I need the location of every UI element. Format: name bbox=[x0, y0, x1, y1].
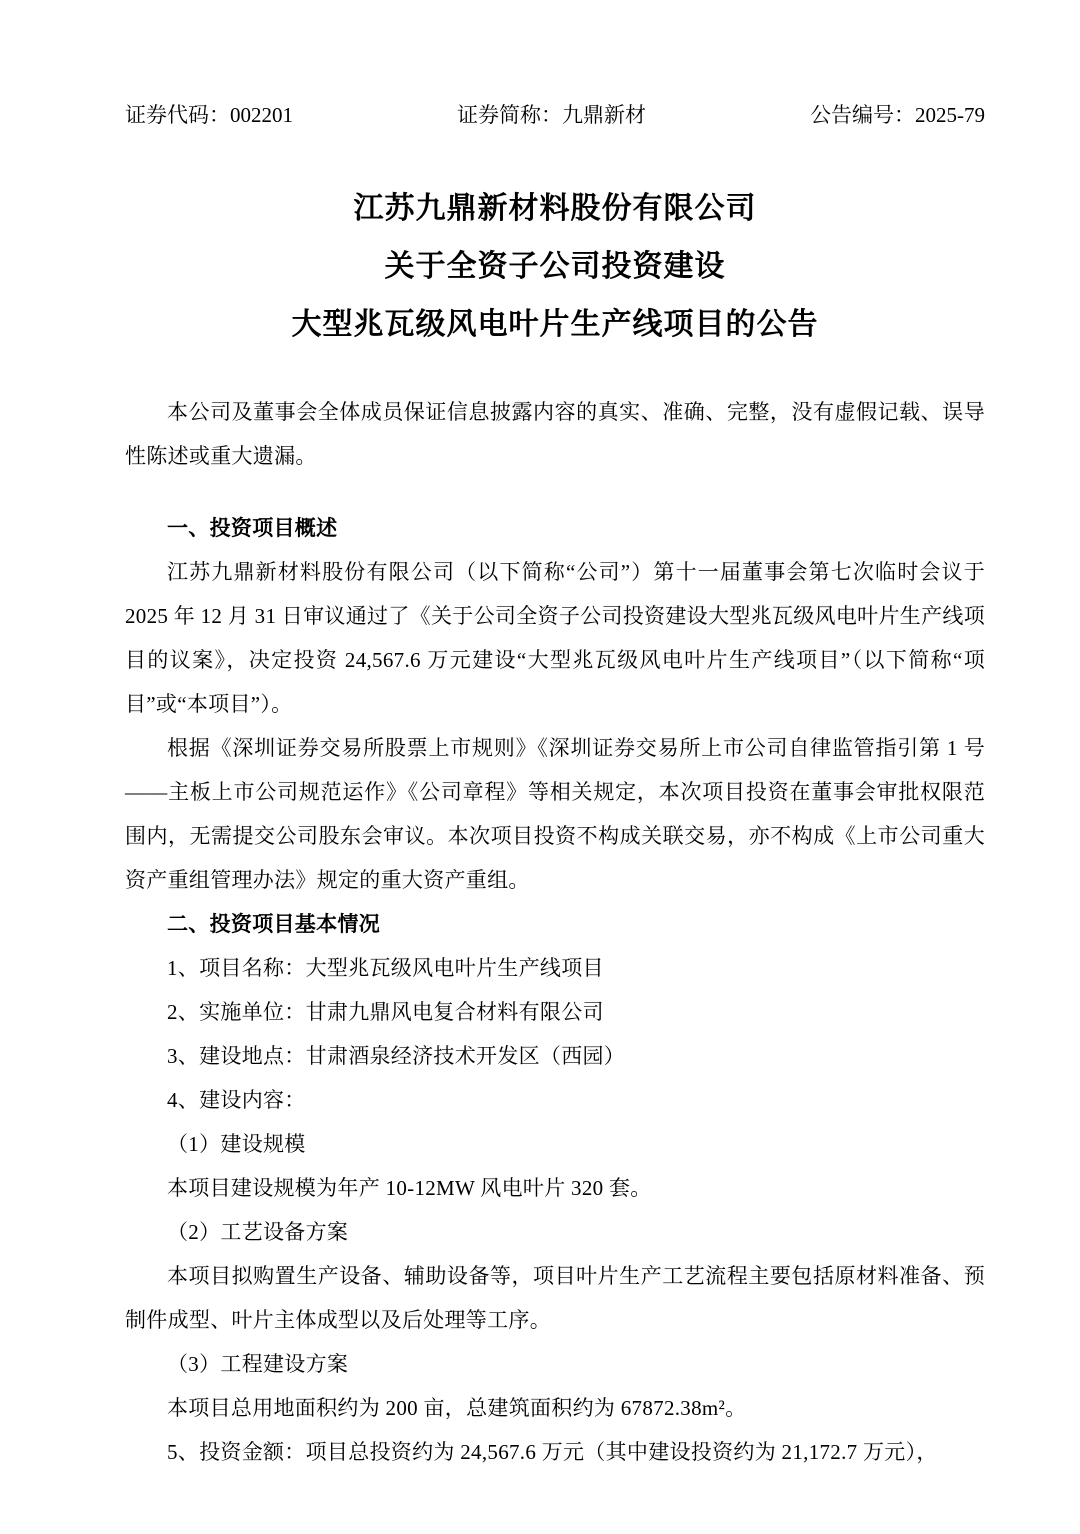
title-line-company: 江苏九鼎新材料股份有限公司 bbox=[353, 192, 757, 225]
document-header bbox=[125, 100, 985, 130]
paragraph-scale-detail: 本项目建设规模为年产 10-12MW 风电叶片 320 套。 bbox=[167, 1176, 652, 1200]
stock-abbreviation: 证券简称：九鼎新材 bbox=[457, 103, 646, 127]
stock-code: 证券代码：002201 bbox=[125, 103, 293, 127]
disclaimer-paragraph: 本公司及董事会全体成员保证信息披露内容的真实、准确、完整，没有虚假记载、误导性陈述或重大遗漏。 bbox=[125, 400, 985, 468]
item-project-name: 1、项目名称：大型兆瓦级风电叶片生产线项目 bbox=[167, 956, 604, 980]
paragraph-investment-amount: 5、投资金额：项目总投资约为 24,567.6 万元（其中建设投资约为 21,172.7 万元）， bbox=[167, 1440, 938, 1464]
section-heading-overview: 一、投资项目概述 bbox=[167, 516, 338, 540]
paragraph-engineering-detail: 本项目总用地面积约为 200 亩，总建筑面积约为 67872.38m²。 bbox=[167, 1396, 747, 1420]
item-construction-site: 3、建设地点：甘肃酒泉经济技术开发区（西园） bbox=[167, 1044, 626, 1068]
document-title bbox=[125, 180, 985, 354]
paragraph-board-approval: 江苏九鼎新材料股份有限公司（以下简称“公司”）第十一届董事会第七次临时会议于 2025 年 12 月 31 日审议通过了《关于公司全资子公司投资建设大型兆瓦级风电叶片生产线项目的议案》，决定投资 24,567.6 万元建设“大型兆瓦级风电叶片生产线项目”（以下简称“项目”或“本项目”）。 bbox=[125, 560, 985, 716]
announcement-number: 公告编号：2025-79 bbox=[810, 103, 985, 127]
title-line-project: 大型兆瓦级风电叶片生产线项目的公告 bbox=[291, 308, 819, 341]
subitem-engineering-plan: （3）工程建设方案 bbox=[167, 1352, 349, 1376]
paragraph-equipment-detail: 本项目拟购置生产设备、辅助设备等，项目叶片生产工艺流程主要包括原材料准备、预制件成型、叶片主体成型以及后处理等工序。 bbox=[125, 1264, 985, 1332]
title-line-subject: 关于全资子公司投资建设 bbox=[384, 250, 726, 283]
section-heading-basic-info: 二、投资项目基本情况 bbox=[167, 912, 380, 936]
item-implementing-unit: 2、实施单位：甘肃九鼎风电复合材料有限公司 bbox=[167, 1000, 604, 1024]
paragraph-regulations: 根据《深圳证券交易所股票上市规则》《深圳证券交易所上市公司自律监管指引第 1 号——主板上市公司规范运作》《公司章程》等相关规定，本次项目投资在董事会审批权限范围内，无需提交公司股东会审议。本次项目投资不构成关联交易，亦不构成《上市公司重大资产重组管理办法》规定的重大资产重组。 bbox=[125, 736, 985, 892]
subitem-equipment-plan: （2）工艺设备方案 bbox=[167, 1220, 349, 1244]
item-construction-content: 4、建设内容： bbox=[167, 1088, 306, 1112]
subitem-construction-scale: （1）建设规模 bbox=[167, 1132, 306, 1156]
